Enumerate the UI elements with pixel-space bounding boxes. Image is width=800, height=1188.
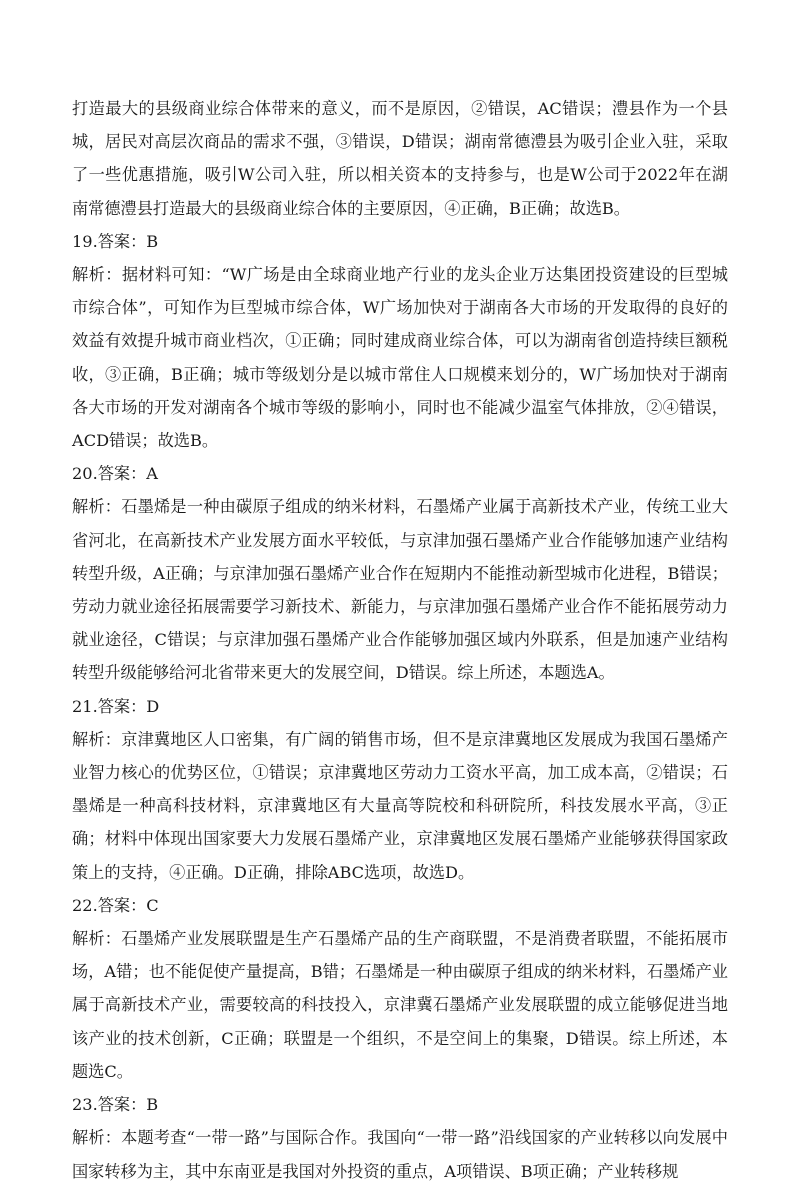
answer-21: 21.答案：D — [72, 696, 160, 716]
explanation-21: 解析：京津冀地区人口密集，有广阔的销售市场，但不是京津冀地区发展成为我国石墨烯产业智力核心的优势区位，①错误；京津冀地区劳动力工资水平高，加工成本高，②错误；石墨烯是一种高科技材料，京津冀地区有大量高等院校和科研院所，科技发展水平高，③正确；材料中体现出国家要大力发展石墨烯产业，京津冀地区发展石墨烯产业能够获得国家政策上的支持，④正确。D正确，排除ABC选项，故选D。 — [72, 729, 728, 882]
answer-23: 23.答案：B — [72, 1095, 159, 1115]
answer-20: 20.答案：A — [72, 464, 158, 484]
explanation-22: 解析：石墨烯产业发展联盟是生产石墨烯产品的生产商联盟，不是消费者联盟，不能拓展市场，A错；也不能促使产量提高，B错；石墨烯是一种由碳原子组成的纳米材料，石墨烯产业属于高新技术产业，需要较高的科技投入，京津冀石墨烯产业发展联盟的成立能够促进当地该产业的技术创新，C正确；联盟是一个组织，不是空间上的集聚，D错误。综上所述，本题选C。 — [72, 929, 728, 1081]
paragraph-18-continued: 打造最大的县级商业综合体带来的意义，而不是原因，②错误，AC错误；澧县作为一个县城，居民对高层次商品的需求不强，③错误，D错误；湖南常德澧县为吸引企业入驻，采取了一些优惠措施，吸引W公司入驻，所以相关资本的支持参与，也是W公司于2022年在湖南常德澧县打造最大的县级商业综合体的主要原因，④正确，B正确；故选B。 — [72, 99, 728, 218]
answer-22: 22.答案：C — [72, 895, 159, 915]
explanation-19: 解析：据材料可知：“W广场是由全球商业地产行业的龙头企业万达集团投资建设的巨型城市综合体”，可知作为巨型城市综合体，W广场加快对于湖南各大市场的开发取得的良好的效益有效提升城市商业档次，①正确；同时建成商业综合体，可以为湖南省创造持续巨额税收，③正确，B正确；城市等级划分是以城市常住人口规模来划分的，W广场加快对于湖南各大市场的开发对湖南各个城市等级的影响小，同时也不能减少温室气体排放，②④错误，ACD错误；故选B。 — [72, 265, 728, 451]
answer-19: 19.答案：B — [72, 231, 159, 251]
document-page — [72, 92, 728, 1188]
explanation-20: 解析：石墨烯是一种由碳原子组成的纳米材料，石墨烯产业属于高新技术产业，传统工业大省河北，在高新技术产业发展方面水平较低，与京津加强石墨烯产业合作能够加速产业结构转型升级，A正确；与京津加强石墨烯产业合作在短期内不能推动新型城市化进程，B错误；劳动力就业途径拓展需要学习新技术、新能力，与京津加强石墨烯产业合作不能拓展劳动力就业途径，C错误；与京津加强石墨烯产业合作能够加强区域内外联系，但是加速产业结构转型升级能够给河北省带来更大的发展空间，D错误。综上所述，本题选A。 — [72, 497, 728, 683]
explanation-23: 解析：本题考查“一带一路”与国际合作。我国向“一带一路”沿线国家的产业转移以向发展中国家转移为主，其中东南亚是我国对外投资的重点，A项错误、B项正确；产业转移规 — [72, 1128, 728, 1181]
